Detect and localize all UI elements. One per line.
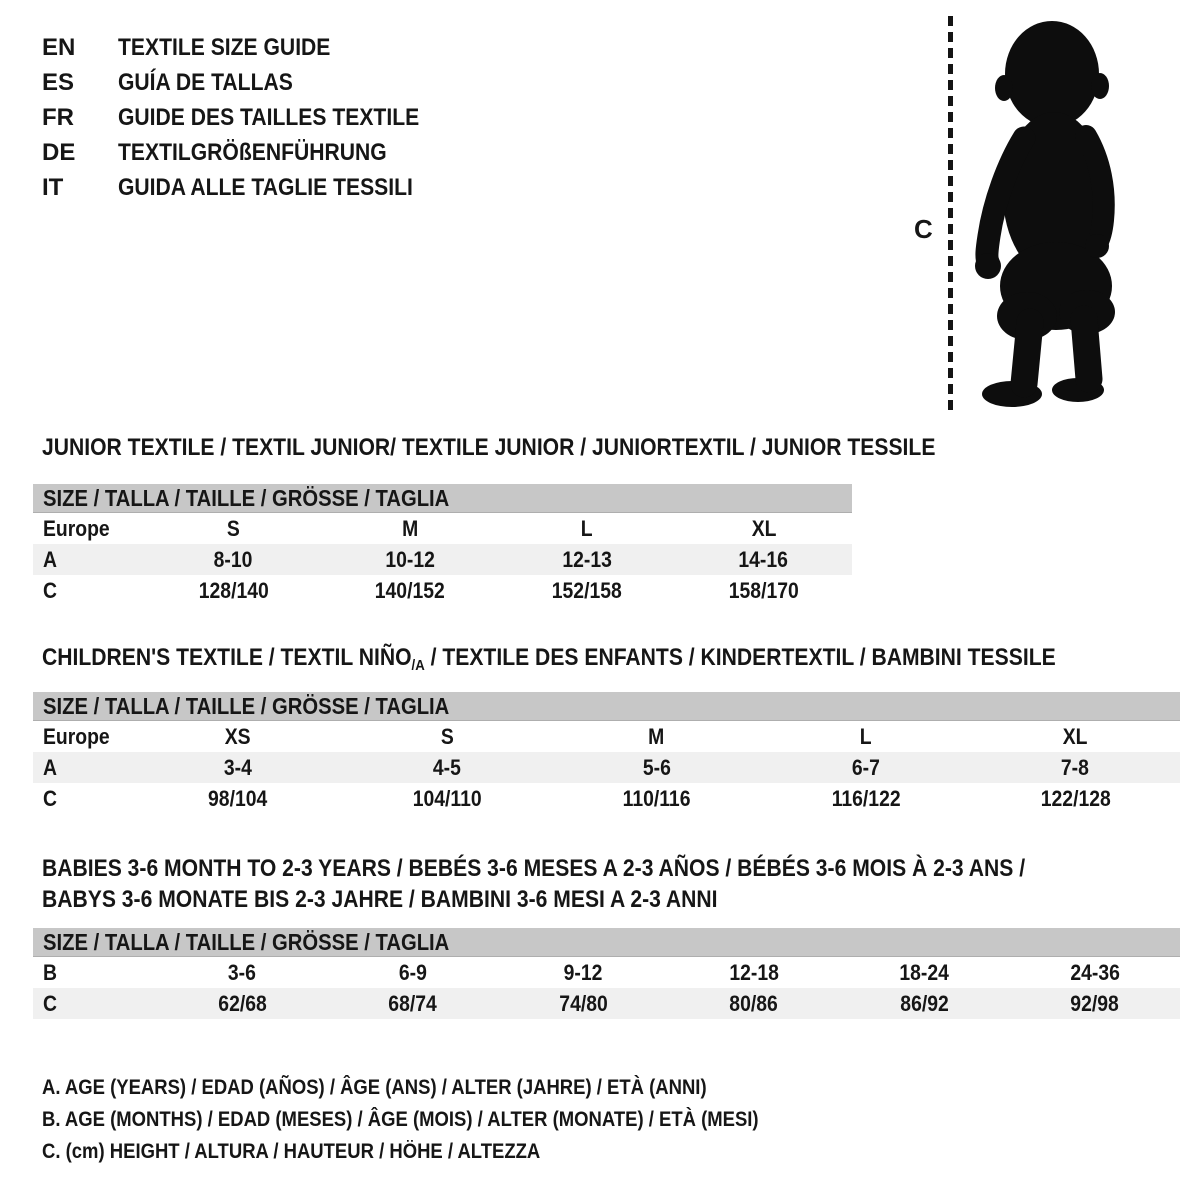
legend-notes [42, 1072, 856, 1168]
language-code: DE [42, 139, 76, 166]
age-cell: 9-12 [563, 959, 603, 985]
babies-size-table [33, 957, 1180, 1019]
height-cell: 104/110 [412, 785, 482, 811]
language-code: EN [42, 34, 76, 61]
age-cell: 3-4 [223, 754, 252, 780]
babies-section-title-line2: BABYS 3-6 MONATE BIS 2-3 JAHRE / BAMBINI 3-6 MESI A 2-3 ANNI [42, 886, 718, 913]
age-cell: 6-7 [851, 754, 880, 780]
height-cell: 98/104 [208, 785, 268, 811]
table-row [33, 783, 1180, 814]
language-code: ES [42, 69, 75, 96]
table-row [33, 544, 852, 575]
height-cell: 62/68 [218, 990, 267, 1016]
age-cell: 24-36 [1069, 959, 1120, 985]
legend-note-c: C. (cm) HEIGHT / ALTURA / HAUTEUR / HÖHE / ALTEZZA [42, 1140, 541, 1163]
babies-section-title: BABIES 3-6 MONTH TO 2-3 YEARS / BEBÉS 3-6 MESES A 2-3 AÑOS / BÉBÉS 3-6 MOIS À 2-3 ANS / BABYS 3-6 MONATE BIS 2-3 JAHRE / BAMBINI 3-6 MESI A 2-3 ANNI [42, 855, 1026, 913]
row-label: A [43, 754, 57, 780]
height-cell: 80/86 [729, 990, 778, 1016]
height-cell: 128/140 [198, 577, 269, 603]
legend-note-a: A. AGE (YEARS) / EDAD (AÑOS) / ÂGE (ANS) / ALTER (JAHRE) / ETÀ (ANNI) [42, 1076, 707, 1099]
table-row [33, 721, 1180, 752]
title-subscript: /A [411, 657, 425, 674]
height-cell: 74/80 [559, 990, 608, 1016]
table-row [33, 957, 1180, 988]
age-cell: 5-6 [642, 754, 671, 780]
language-code: FR [42, 104, 74, 131]
language-title-block [42, 30, 460, 205]
size-cell: M [648, 723, 665, 749]
babies-size-header-bar: SIZE / TALLA / TAILLE / GRÖSSE / TAGLIA [33, 928, 1180, 957]
size-cell: L [859, 723, 872, 749]
height-cell: 92/98 [1070, 990, 1119, 1016]
height-measure-label: C [914, 214, 933, 244]
guide-title: GUÍA DE TALLAS [118, 69, 293, 96]
junior-size-table [33, 513, 852, 606]
height-cell: 68/74 [388, 990, 437, 1016]
size-cell: S [440, 723, 454, 749]
height-cell: 140/152 [375, 577, 446, 603]
legend-note-b: B. AGE (MONTHS) / EDAD (MESES) / ÂGE (MOIS) / ALTER (MONATE) / ETÀ (MESI) [42, 1108, 759, 1131]
age-cell: 14-16 [738, 546, 789, 572]
children-size-header-bar: SIZE / TALLA / TAILLE / GRÖSSE / TAGLIA [33, 692, 1180, 721]
age-cell: 8-10 [213, 546, 253, 572]
children-section-title: CHILDREN'S TEXTILE / TEXTIL $NIÑO_{/A}$ / TEXTILE DES ENFANTS / KINDERTEXTIL / BAMBINI TESSILE [42, 644, 1056, 674]
language-code: IT [42, 174, 64, 201]
row-label: C [43, 785, 57, 811]
table-row [33, 575, 852, 606]
children-size-table [33, 721, 1180, 814]
height-cell: 86/92 [900, 990, 949, 1016]
height-cell: 158/170 [728, 577, 799, 603]
height-dashed-line [948, 16, 953, 416]
size-cell: S [226, 515, 240, 541]
guide-title: TEXTILGRÖßENFÜHRUNG [118, 139, 387, 166]
age-cell: 10-12 [385, 546, 435, 572]
row-label: C [43, 990, 57, 1016]
age-cell: 12-18 [728, 959, 779, 985]
row-label: A [43, 546, 57, 572]
row-label: C [43, 577, 57, 603]
age-cell: 6-9 [398, 959, 427, 985]
row-label: Europe [43, 515, 110, 541]
height-cell: 116/122 [831, 785, 901, 811]
size-cell: XS [224, 723, 251, 749]
age-cell: 4-5 [433, 754, 462, 780]
table-row [33, 988, 1180, 1019]
age-cell: 12-13 [562, 546, 612, 572]
height-cell: 122/128 [1040, 785, 1111, 811]
row-label: B [43, 959, 57, 985]
size-cell: L [580, 515, 593, 541]
guide-title: GUIDA ALLE TAGLIE TESSILI [118, 174, 413, 201]
height-cell: 110/116 [622, 785, 691, 811]
size-cell: XL [751, 515, 776, 541]
height-cell: 152/158 [551, 577, 622, 603]
toddler-silhouette-icon [960, 12, 1140, 416]
junior-size-header-bar: SIZE / TALLA / TAILLE / GRÖSSE / TAGLIA [33, 484, 852, 513]
junior-section-title: JUNIOR TEXTILE / TEXTIL JUNIOR/ TEXTILE JUNIOR / JUNIORTEXTIL / JUNIOR TESSILE [42, 434, 936, 461]
guide-title: TEXTILE SIZE GUIDE [118, 34, 331, 61]
age-cell: 7-8 [1061, 754, 1090, 780]
guide-title: GUIDE DES TAILLES TEXTILE [118, 104, 420, 131]
size-cell: XL [1062, 723, 1088, 749]
row-label: Europe [43, 723, 110, 749]
table-row [33, 513, 852, 544]
age-cell: 18-24 [899, 959, 950, 985]
table-row [33, 752, 1180, 783]
size-cell: M [402, 515, 419, 541]
age-cell: 3-6 [228, 959, 257, 985]
